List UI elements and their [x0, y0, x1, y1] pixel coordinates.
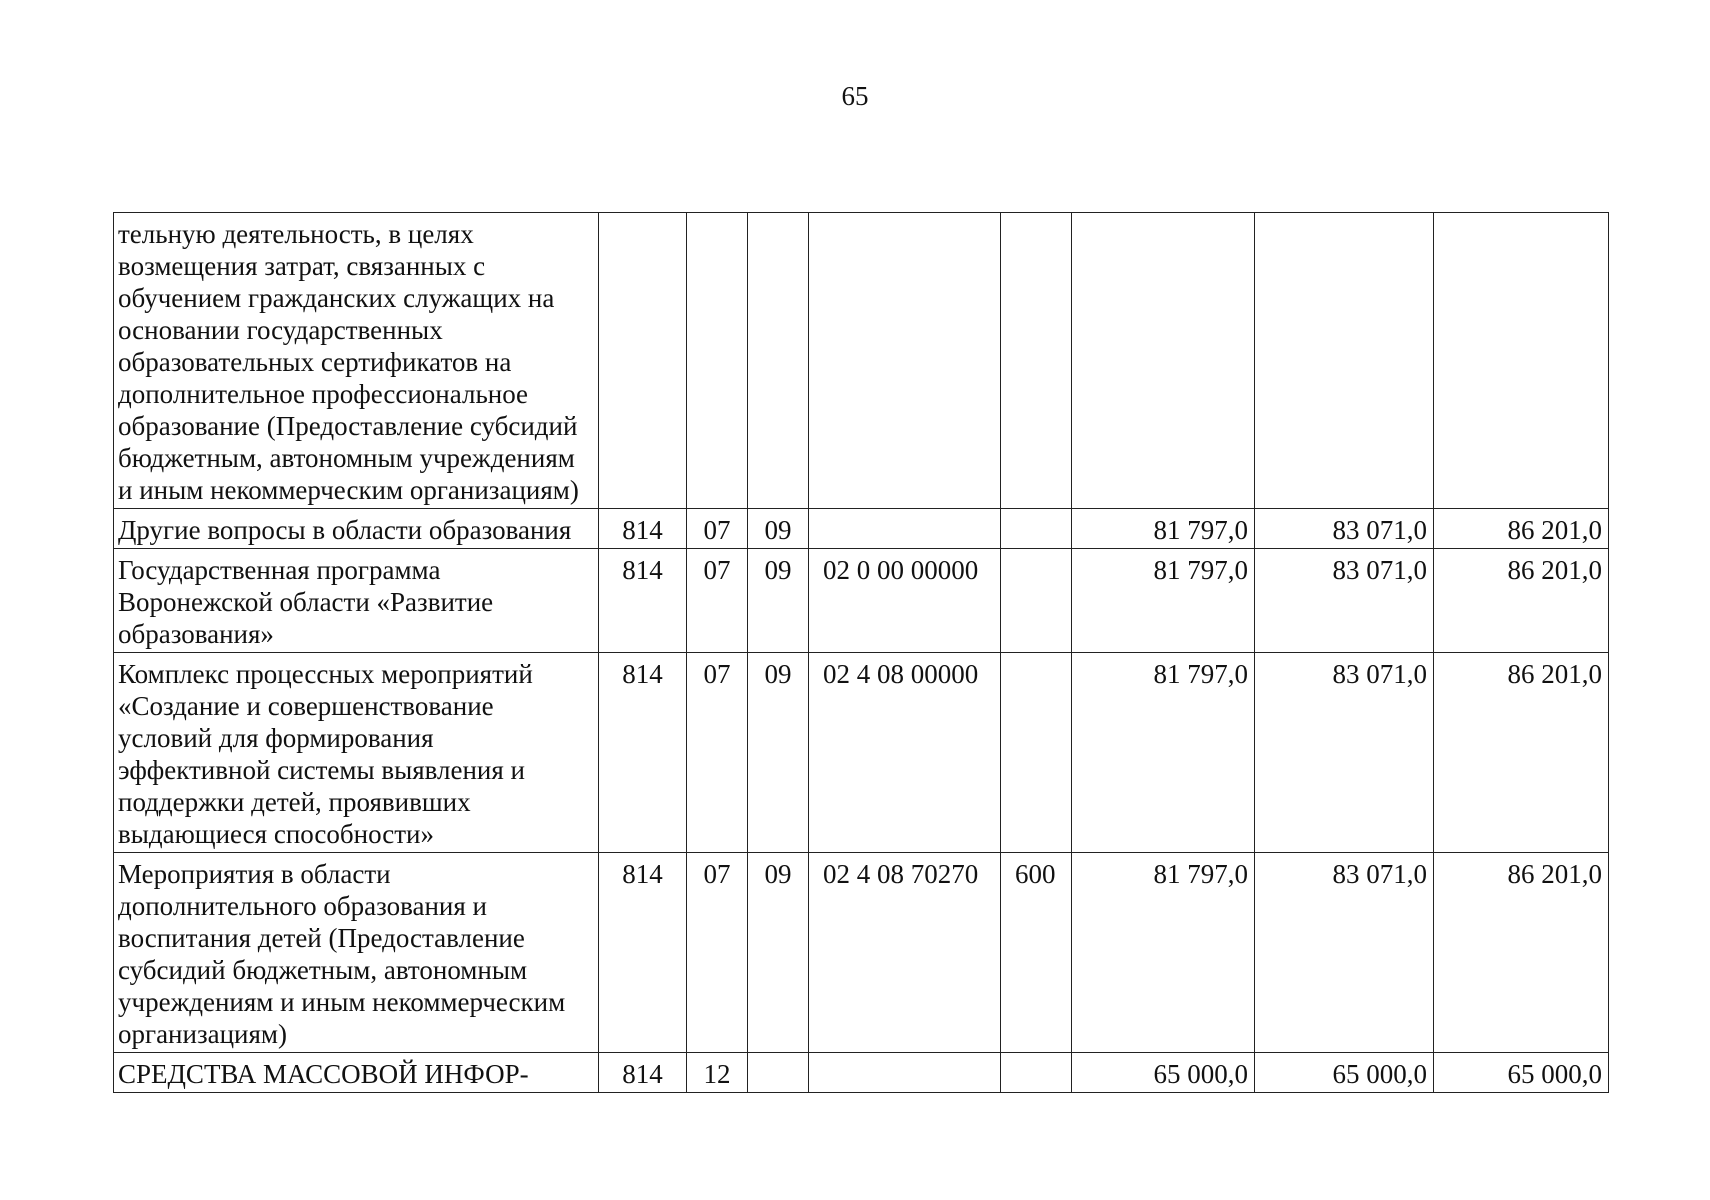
section-code	[687, 213, 748, 509]
table-row	[114, 853, 1609, 1053]
row-name: Мероприятия в области дополнительного образования и воспитания детей (Предоставление субсидий бюджетным, автономным учреждениям и иным некоммерческим организациям)	[114, 853, 599, 1053]
target-code	[809, 213, 1001, 509]
amount-year-1: 81 797,0	[1072, 509, 1255, 549]
section-code: 07	[687, 653, 748, 853]
amount-year-2: 83 071,0	[1255, 549, 1434, 653]
table-row	[114, 213, 1609, 509]
amount-year-2: 83 071,0	[1255, 653, 1434, 853]
section-code: 12	[687, 1053, 748, 1093]
amount-year-2: 83 071,0	[1255, 509, 1434, 549]
section-code: 07	[687, 853, 748, 1053]
row-name: Комплекс процессных мероприятий «Создание и совершенствование условий для формирования эффективной системы выявления и поддержки детей, проявивших выдающиеся способности»	[114, 653, 599, 853]
section-code: 07	[687, 549, 748, 653]
subsection-code: 09	[748, 853, 809, 1053]
target-code: 02 4 08 70270	[809, 853, 1001, 1053]
subsection-code: 09	[748, 549, 809, 653]
amount-year-3: 86 201,0	[1434, 653, 1609, 853]
amount-year-1: 81 797,0	[1072, 853, 1255, 1053]
table-row	[114, 653, 1609, 853]
amount-year-1: 81 797,0	[1072, 653, 1255, 853]
expense-type-code	[1001, 509, 1072, 549]
subsection-code	[748, 213, 809, 509]
amount-year-1: 65 000,0	[1072, 1053, 1255, 1093]
page-number: 65	[841, 81, 869, 111]
table-row	[114, 549, 1609, 653]
amount-year-2	[1255, 213, 1434, 509]
expense-type-code: 600	[1001, 853, 1072, 1053]
amount-year-2: 83 071,0	[1255, 853, 1434, 1053]
row-name: Другие вопросы в области образования	[114, 509, 599, 549]
amount-year-3: 65 000,0	[1434, 1053, 1609, 1093]
ministry-code: 814	[599, 1053, 687, 1093]
expense-type-code	[1001, 1053, 1072, 1093]
subsection-code	[748, 1053, 809, 1093]
amount-year-3: 86 201,0	[1434, 549, 1609, 653]
ministry-code: 814	[599, 853, 687, 1053]
table-row	[114, 509, 1609, 549]
table-row	[114, 1053, 1609, 1093]
target-code: 02 4 08 00000	[809, 653, 1001, 853]
expense-type-code	[1001, 653, 1072, 853]
row-name: СРЕДСТВА МАССОВОЙ ИНФОР-	[114, 1053, 599, 1093]
amount-year-3	[1434, 213, 1609, 509]
amount-year-3: 86 201,0	[1434, 509, 1609, 549]
budget-table	[113, 212, 1609, 1093]
row-name: тельную деятельность, в целях возмещения затрат, связанных с обучением гражданских служащих на основании государственных образовательных сертификатов на дополнительное профессиональное образование (Предоставление субсидий бюджетным, автономным учреждениям и иным некоммерческим организациям)	[114, 213, 599, 509]
subsection-code: 09	[748, 509, 809, 549]
amount-year-3: 86 201,0	[1434, 853, 1609, 1053]
amount-year-1: 81 797,0	[1072, 549, 1255, 653]
amount-year-1	[1072, 213, 1255, 509]
expense-type-code	[1001, 213, 1072, 509]
row-name: Государственная программа Воронежской области «Развитие образования»	[114, 549, 599, 653]
expense-type-code	[1001, 549, 1072, 653]
section-code: 07	[687, 509, 748, 549]
target-code: 02 0 00 00000	[809, 549, 1001, 653]
ministry-code: 814	[599, 549, 687, 653]
subsection-code: 09	[748, 653, 809, 853]
target-code	[809, 509, 1001, 549]
ministry-code: 814	[599, 653, 687, 853]
ministry-code: 814	[599, 509, 687, 549]
target-code	[809, 1053, 1001, 1093]
ministry-code	[599, 213, 687, 509]
amount-year-2: 65 000,0	[1255, 1053, 1434, 1093]
